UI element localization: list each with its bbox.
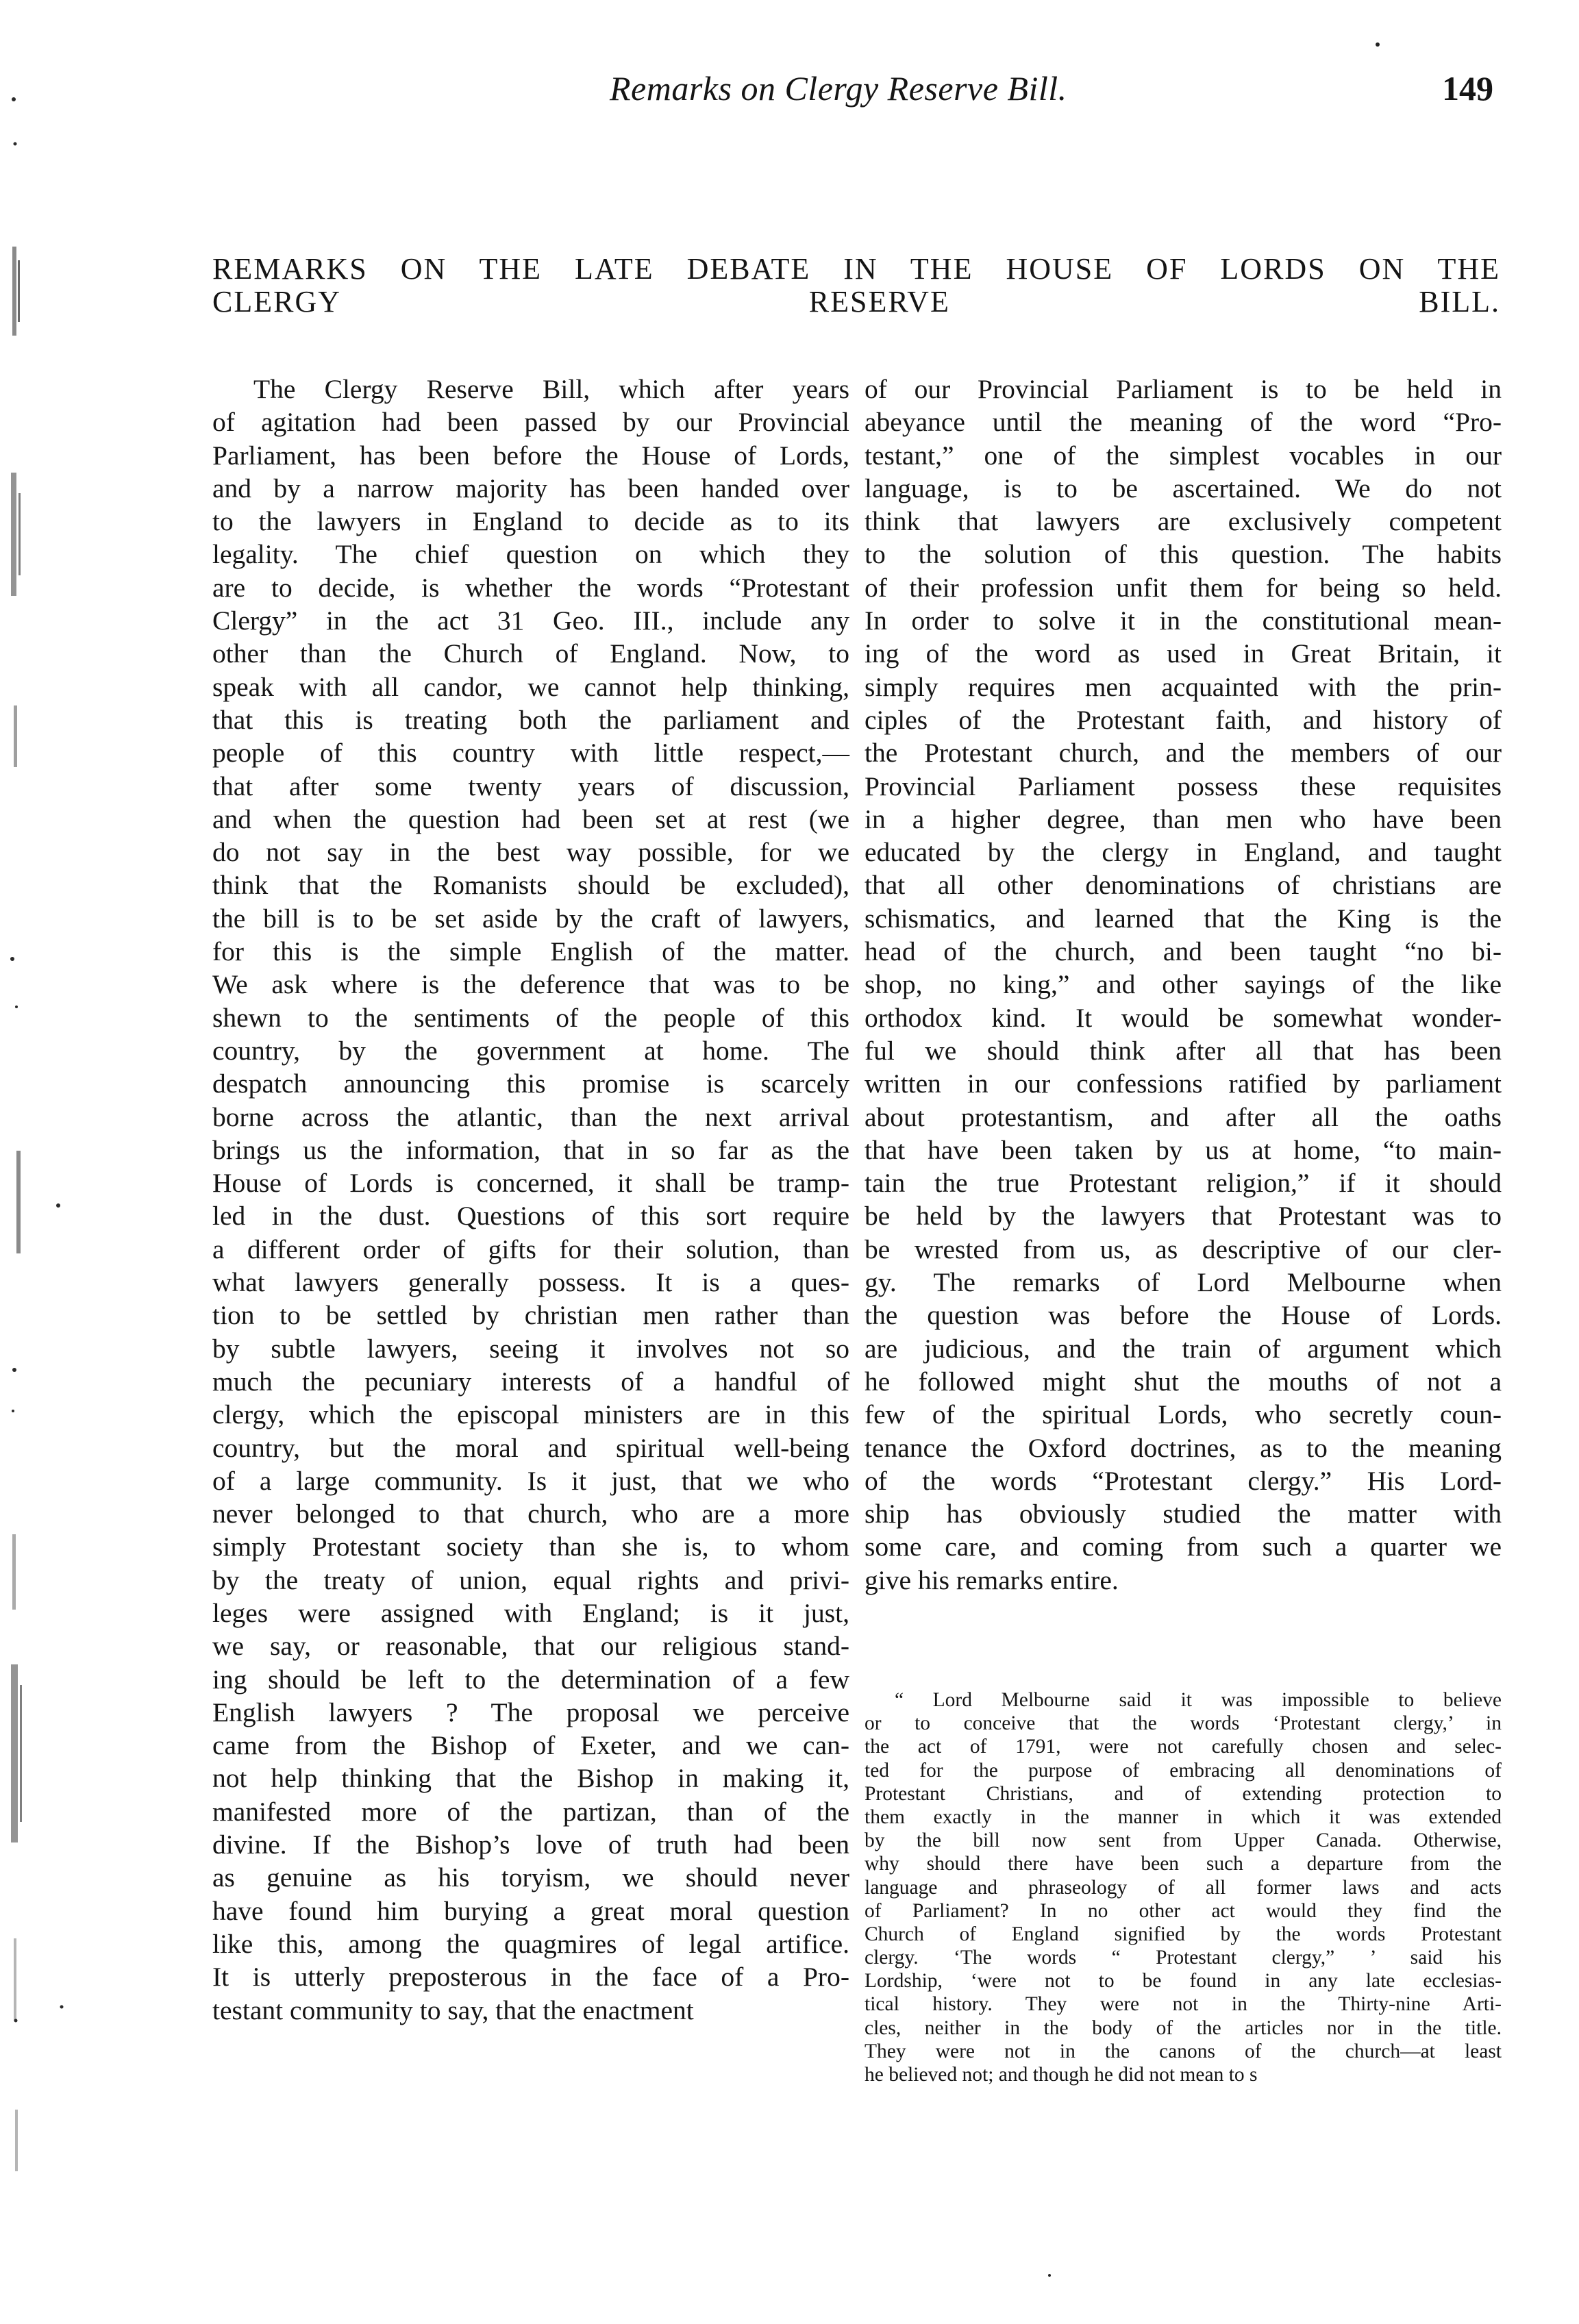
- body-text-line: to the lawyers in England to decide as to its: [212, 506, 849, 537]
- body-text-line: country, but the moral and spiritual well-being: [212, 1432, 849, 1463]
- body-text-line: Provincial Parliament possess these requisites: [865, 771, 1502, 801]
- body-text-line: came from the Bishop of Exeter, and we can-: [212, 1730, 849, 1761]
- footnote-line: them exactly in the manner in which it was extended: [865, 1806, 1502, 1828]
- body-text-line: be held by the lawyers that Protestant was to: [865, 1201, 1502, 1232]
- body-text-line: testant,” one of the simplest vocables in our: [865, 440, 1502, 471]
- body-text-line: much the pecuniary interests of a handful of: [212, 1366, 849, 1397]
- footnote-line: by the bill now sent from Upper Canada. Otherwise,: [865, 1829, 1502, 1852]
- body-text-line: to the solution of this question. The habits: [865, 539, 1502, 570]
- body-text-line: for this is the simple English of the matter.: [212, 936, 849, 967]
- body-text-line: the bill is to be set aside by the craft of lawyers,: [212, 903, 849, 934]
- body-text-line: brings us the information, that in so far as the: [212, 1134, 849, 1165]
- body-text-line: of a large community. Is it just, that we who: [212, 1465, 849, 1496]
- body-text-line: by the treaty of union, equal rights and privi-: [212, 1564, 849, 1595]
- scan-edge-marks: [0, 0, 89, 2324]
- body-text-line: by subtle lawyers, seeing it involves not so: [212, 1333, 849, 1364]
- body-text-line: never belonged to that church, who are a more: [212, 1499, 849, 1529]
- body-text-line: he followed might shut the mouths of not a: [865, 1366, 1502, 1397]
- body-text-line: of the words “Protestant clergy.” His Lord-: [865, 1465, 1502, 1496]
- body-text-line: ing should be left to the determination of a few: [212, 1664, 849, 1695]
- footnote: [865, 1688, 1502, 2086]
- running-head: [226, 68, 1493, 116]
- body-text-line: are to decide, is whether the words “Protestant: [212, 572, 849, 603]
- body-text-line: divine. If the Bishop’s love of truth had been: [212, 1829, 849, 1860]
- body-text-line: schismatics, and learned that the King is the: [865, 903, 1502, 934]
- body-text-line: gy. The remarks of Lord Melbourne when: [865, 1267, 1502, 1298]
- body-text-line: speak with all candor, we cannot help thinking,: [212, 671, 849, 702]
- body-text-line: the question was before the House of Lords.: [865, 1300, 1502, 1331]
- body-text-line: about protestantism, and after all the oaths: [865, 1101, 1502, 1132]
- footnote-line: of Parliament? In no other act would they find the: [865, 1899, 1502, 1922]
- footnote-line: the act of 1791, were not carefully chosen and selec-: [865, 1736, 1502, 1758]
- ink-speck: [1048, 2274, 1051, 2277]
- body-text-line: that this is treating both the parliament and: [212, 704, 849, 735]
- footnote-line: They were not in the canons of the church—at least: [865, 2040, 1502, 2062]
- body-text-line: be wrested from us, as descriptive of our cler-: [865, 1234, 1502, 1264]
- footnote-line: or to conceive that the words ‘Protestant clergy,’ in: [865, 1712, 1502, 1735]
- body-text-line: It is utterly preposterous in the face of a Pro-: [212, 1962, 849, 1992]
- footnote-line: Lordship, ‘were not to be found in any late ecclesias-: [865, 1970, 1502, 1992]
- body-text-line: not help thinking that the Bishop in making it,: [212, 1763, 849, 1794]
- footnote-line: clergy. ‘The words “ Protestant clergy,” ’ said his: [865, 1947, 1502, 1969]
- body-text-line: shop, no king,” and other sayings of the like: [865, 969, 1502, 1000]
- article-title-line: REMARKS ON THE LATE DEBATE IN THE HOUSE OF LORDS ON THE: [212, 252, 1500, 286]
- body-text-line: have found him burying a great moral question: [212, 1895, 849, 1926]
- body-text-line: think that lawyers are exclusively competent: [865, 506, 1502, 537]
- body-text-line: we say, or reasonable, that our religious stand-: [212, 1631, 849, 1662]
- body-text-line: of their profession unfit them for being so held.: [865, 572, 1502, 603]
- body-text-line: simply requires men acquainted with the prin-: [865, 671, 1502, 702]
- body-text-line: written in our confessions ratified by parliament: [865, 1069, 1502, 1099]
- body-text-line: language, is to be ascertained. We do not: [865, 473, 1502, 503]
- body-text-line: House of Lords is concerned, it shall be tramp-: [212, 1168, 849, 1199]
- body-text-line: borne across the atlantic, than the next arrival: [212, 1101, 849, 1132]
- page-number: 149: [1442, 69, 1493, 108]
- body-text-line: ship has obviously studied the matter with: [865, 1499, 1502, 1529]
- body-text-line: legality. The chief question on which they: [212, 539, 849, 570]
- article-title-line: CLERGY RESERVE BILL.: [212, 285, 1500, 319]
- body-text-line: and by a narrow majority has been handed over: [212, 473, 849, 503]
- body-text-line: orthodox kind. It would be somewhat wonder-: [865, 1002, 1502, 1033]
- running-title: Remarks on Clergy Reserve Bill.: [610, 69, 1067, 108]
- body-text-line: abeyance until the meaning of the word “Pro-: [865, 407, 1502, 438]
- body-text-line: in a higher degree, than men who have been: [865, 803, 1502, 834]
- left-column: [212, 373, 849, 2027]
- body-text-line: leges were assigned with England; is it just,: [212, 1597, 849, 1628]
- body-text-line: We ask where is the deference that was to be: [212, 969, 849, 1000]
- footnote-line: language and phraseology of all former laws and acts: [865, 1876, 1502, 1899]
- footnote-line: ted for the purpose of embracing all denominations of: [865, 1759, 1502, 1782]
- body-text-line: tenance the Oxford doctrines, as to the meaning: [865, 1432, 1502, 1463]
- footnote-line: “ Lord Melbourne said it was impossible to believe: [895, 1689, 1502, 1711]
- body-text-line: like this, among the quagmires of legal artifice.: [212, 1928, 849, 1959]
- body-text-line: that all other denominations of christians are: [865, 870, 1502, 901]
- body-text-line: other than the Church of England. Now, to: [212, 638, 849, 669]
- body-text-line: ful we should think after all that has been: [865, 1035, 1502, 1066]
- right-column: [865, 373, 1502, 1597]
- footnote-line: Protestant Christians, and of extending protection to: [865, 1782, 1502, 1805]
- body-text-line: as genuine as his toryism, we should never: [212, 1862, 849, 1893]
- body-text-line: of agitation had been passed by our Provincial: [212, 407, 849, 438]
- body-text-line: of our Provincial Parliament is to be held in: [865, 374, 1502, 404]
- body-text-line: Parliament, has been before the House of Lords,: [212, 440, 849, 471]
- footnote-line: tical history. They were not in the Thirty-nine Arti-: [865, 1993, 1502, 2016]
- body-text-line: that have been taken by us at home, “to main-: [865, 1134, 1502, 1165]
- body-text-line: a different order of gifts for their solution, than: [212, 1234, 849, 1264]
- body-text-line: ing of the word as used in Great Britain, it: [865, 638, 1502, 669]
- body-text-line: clergy, which the episcopal ministers are in this: [212, 1399, 849, 1430]
- body-text-line: tion to be settled by christian men rather than: [212, 1300, 849, 1331]
- body-text-line: the Protestant church, and the members of our: [865, 738, 1502, 769]
- body-text-line: led in the dust. Questions of this sort require: [212, 1201, 849, 1232]
- body-text-line: that after some twenty years of discussion,: [212, 771, 849, 801]
- body-text-line: are judicious, and the train of argument which: [865, 1333, 1502, 1364]
- body-text-line: and when the question had been set at rest (we: [212, 803, 849, 834]
- body-text-line: testant community to say, that the enactment: [212, 1995, 694, 2025]
- body-text-line: Clergy” in the act 31 Geo. III., include any: [212, 605, 849, 636]
- body-text-line: country, by the government at home. The: [212, 1035, 849, 1066]
- body-text-line: people of this country with little respect,—: [212, 738, 849, 769]
- footnote-line: he believed not; and though he did not mean to s: [865, 2064, 1258, 2086]
- body-text-line: manifested more of the partizan, than of the: [212, 1796, 849, 1827]
- body-text-line: head of the church, and been taught “no bi-: [865, 936, 1502, 967]
- body-text-line: ciples of the Protestant faith, and history of: [865, 704, 1502, 735]
- body-text-line: give his remarks entire.: [865, 1564, 1119, 1595]
- ink-speck: [1376, 42, 1380, 47]
- footnote-line: why should there have been such a departure from the: [865, 1853, 1502, 1875]
- body-text-line: simply Protestant society than she is, to whom: [212, 1532, 849, 1562]
- body-text-line: some care, and coming from such a quarter we: [865, 1532, 1502, 1562]
- article-title: [212, 248, 1500, 319]
- footnote-line: Church of England signified by the words Protestant: [865, 1923, 1502, 1945]
- body-text-line: The Clergy Reserve Bill, which after years: [253, 374, 849, 404]
- body-text-line: despatch announcing this promise is scarcely: [212, 1069, 849, 1099]
- body-text-line: shewn to the sentiments of the people of this: [212, 1002, 849, 1033]
- body-text-line: few of the spiritual Lords, who secretly coun-: [865, 1399, 1502, 1430]
- body-text-line: English lawyers ? The proposal we perceive: [212, 1697, 849, 1727]
- footnote-line: cles, neither in the body of the articles nor in the title.: [865, 2016, 1502, 2039]
- body-text-line: educated by the clergy in England, and taught: [865, 837, 1502, 868]
- body-text-line: think that the Romanists should be excluded),: [212, 870, 849, 901]
- body-text-line: In order to solve it in the constitutional mean-: [865, 605, 1502, 636]
- body-text-line: what lawyers generally possess. It is a ques-: [212, 1267, 849, 1298]
- body-text-line: do not say in the best way possible, for we: [212, 837, 849, 868]
- body-text-line: tain the true Protestant religion,” if it should: [865, 1168, 1502, 1199]
